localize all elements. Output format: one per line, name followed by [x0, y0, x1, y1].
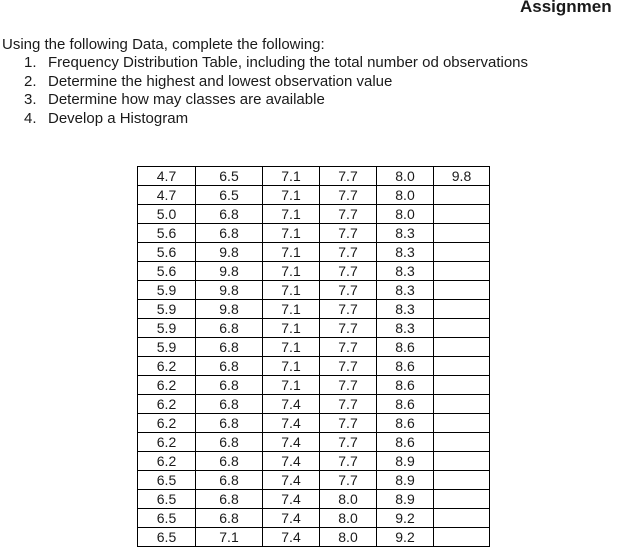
table-cell: 7.1 [263, 224, 320, 243]
table-cell: 8.0 [320, 490, 377, 509]
task-item [0, 54, 528, 73]
table-cell [434, 224, 490, 243]
table-cell: 6.8 [196, 433, 263, 452]
table-cell [434, 395, 490, 414]
table-cell [434, 528, 490, 547]
table-cell: 8.0 [320, 509, 377, 528]
table-cell: 7.7 [320, 452, 377, 471]
table-cell: 6.8 [196, 395, 263, 414]
table-cell: 7.7 [320, 167, 377, 186]
table-cell: 8.6 [377, 338, 434, 357]
table-cell: 6.5 [138, 509, 196, 528]
table-row [138, 338, 490, 357]
table-cell: 6.2 [138, 414, 196, 433]
table-cell: 6.5 [138, 528, 196, 547]
table-cell: 7.7 [320, 338, 377, 357]
table-cell: 8.6 [377, 414, 434, 433]
table-cell: 6.2 [138, 452, 196, 471]
table-cell: 6.8 [196, 452, 263, 471]
table-row [138, 281, 490, 300]
table-cell: 7.4 [263, 528, 320, 547]
table-cell: 7.7 [320, 471, 377, 490]
task-text: Frequency Distribution Table, including the total number od observations [48, 54, 528, 71]
table-cell: 6.5 [196, 186, 263, 205]
table-cell: 6.8 [196, 319, 263, 338]
table-cell: 8.3 [377, 300, 434, 319]
table-cell: 8.3 [377, 319, 434, 338]
table-row [138, 376, 490, 395]
table-cell [434, 186, 490, 205]
table-cell: 8.3 [377, 243, 434, 262]
task-item [0, 110, 528, 129]
table-cell: 7.1 [263, 205, 320, 224]
table-row [138, 414, 490, 433]
table-cell [434, 319, 490, 338]
table-cell: 6.8 [196, 224, 263, 243]
data-table-body [138, 167, 490, 547]
table-cell: 8.3 [377, 224, 434, 243]
table-cell: 6.5 [196, 167, 263, 186]
table-cell: 8.6 [377, 376, 434, 395]
table-cell: 7.1 [263, 281, 320, 300]
table-cell: 5.0 [138, 205, 196, 224]
table-cell: 5.6 [138, 224, 196, 243]
table-cell [434, 490, 490, 509]
table-cell: 9.8 [196, 281, 263, 300]
table-cell: 8.0 [377, 205, 434, 224]
table-row [138, 262, 490, 281]
table-cell: 8.6 [377, 433, 434, 452]
table-cell: 7.1 [196, 528, 263, 547]
table-cell: 6.8 [196, 357, 263, 376]
table-cell: 7.7 [320, 414, 377, 433]
table-cell: 6.8 [196, 471, 263, 490]
table-row [138, 224, 490, 243]
table-cell: 7.4 [263, 433, 320, 452]
table-cell [434, 262, 490, 281]
table-row [138, 319, 490, 338]
table-cell: 7.1 [263, 186, 320, 205]
table-cell: 9.8 [196, 300, 263, 319]
table-cell: 7.1 [263, 376, 320, 395]
table-cell: 7.7 [320, 319, 377, 338]
table-cell: 7.7 [320, 395, 377, 414]
table-cell: 7.7 [320, 357, 377, 376]
table-cell: 7.7 [320, 300, 377, 319]
table-cell: 6.8 [196, 376, 263, 395]
table-cell [434, 205, 490, 224]
table-cell: 7.4 [263, 490, 320, 509]
table-cell: 6.5 [138, 490, 196, 509]
task-number: 1. [24, 54, 37, 71]
table-cell: 7.1 [263, 338, 320, 357]
task-number: 2. [24, 72, 37, 90]
page-title: Assignmen [520, 0, 612, 16]
table-cell: 8.0 [377, 167, 434, 186]
table-cell: 8.3 [377, 262, 434, 281]
table-cell: 7.1 [263, 357, 320, 376]
table-cell [434, 414, 490, 433]
table-cell: 5.9 [138, 319, 196, 338]
table-cell: 7.1 [263, 167, 320, 186]
table-cell: 6.2 [138, 395, 196, 414]
table-row [138, 205, 490, 224]
table-cell [434, 281, 490, 300]
task-text: Determine the highest and lowest observation value [48, 72, 393, 90]
table-cell: 6.8 [196, 205, 263, 224]
table-cell: 7.4 [263, 471, 320, 490]
table-cell: 6.8 [196, 338, 263, 357]
task-item [0, 73, 528, 92]
table-cell: 8.6 [377, 357, 434, 376]
table-cell: 6.8 [196, 414, 263, 433]
table-cell: 9.8 [196, 243, 263, 262]
table-cell: 6.2 [138, 357, 196, 376]
table-row [138, 528, 490, 547]
table-cell: 7.1 [263, 319, 320, 338]
table-cell: 7.4 [263, 509, 320, 528]
table-row [138, 395, 490, 414]
intro-text: Using the following Data, complete the following: [2, 36, 325, 53]
task-item [0, 91, 528, 110]
table-cell [434, 433, 490, 452]
table-cell: 4.7 [138, 186, 196, 205]
table-cell [434, 300, 490, 319]
table-cell: 8.0 [320, 528, 377, 547]
task-text: Develop a Histogram [48, 109, 189, 127]
table-cell: 5.6 [138, 262, 196, 281]
table-cell: 9.8 [196, 262, 263, 281]
table-row [138, 490, 490, 509]
table-cell: 8.9 [377, 490, 434, 509]
table-cell: 6.5 [138, 471, 196, 490]
table-cell: 7.1 [263, 243, 320, 262]
table-cell [434, 452, 490, 471]
table-cell: 5.6 [138, 243, 196, 262]
table-cell [434, 357, 490, 376]
table-row [138, 509, 490, 528]
table-row [138, 471, 490, 490]
table-cell [434, 338, 490, 357]
table-cell: 5.9 [138, 281, 196, 300]
table-cell: 8.3 [377, 281, 434, 300]
table-row [138, 243, 490, 262]
task-number: 3. [24, 91, 37, 108]
table-cell [434, 376, 490, 395]
table-row [138, 300, 490, 319]
table-cell: 7.7 [320, 205, 377, 224]
table-cell: 6.8 [196, 509, 263, 528]
table-cell: 8.0 [377, 186, 434, 205]
table-cell: 8.9 [377, 471, 434, 490]
table-cell: 7.7 [320, 186, 377, 205]
table-cell: 7.1 [263, 300, 320, 319]
task-text: Determine how may classes are available [48, 91, 325, 108]
table-cell [434, 243, 490, 262]
table-cell: 7.7 [320, 262, 377, 281]
table-cell: 5.9 [138, 338, 196, 357]
table-row [138, 167, 490, 186]
table-cell: 9.8 [434, 167, 490, 186]
table-cell: 9.2 [377, 528, 434, 547]
table-cell: 5.9 [138, 300, 196, 319]
table-cell: 6.8 [196, 490, 263, 509]
task-list [0, 54, 528, 128]
table-cell: 6.2 [138, 376, 196, 395]
table-cell: 7.4 [263, 395, 320, 414]
table-cell: 7.7 [320, 281, 377, 300]
table-cell: 7.7 [320, 224, 377, 243]
table-cell: 7.7 [320, 376, 377, 395]
table-cell: 7.7 [320, 243, 377, 262]
table-cell: 7.4 [263, 414, 320, 433]
table-cell: 4.7 [138, 167, 196, 186]
table-cell: 7.4 [263, 452, 320, 471]
table-cell: 6.2 [138, 433, 196, 452]
table-cell: 9.2 [377, 509, 434, 528]
table-row [138, 452, 490, 471]
table-row [138, 357, 490, 376]
data-table [137, 166, 490, 547]
table-row [138, 186, 490, 205]
table-cell: 8.9 [377, 452, 434, 471]
table-cell: 7.1 [263, 262, 320, 281]
task-number: 4. [24, 109, 37, 127]
table-cell [434, 471, 490, 490]
table-cell [434, 509, 490, 528]
table-cell: 7.7 [320, 433, 377, 452]
table-cell: 8.6 [377, 395, 434, 414]
table-row [138, 433, 490, 452]
